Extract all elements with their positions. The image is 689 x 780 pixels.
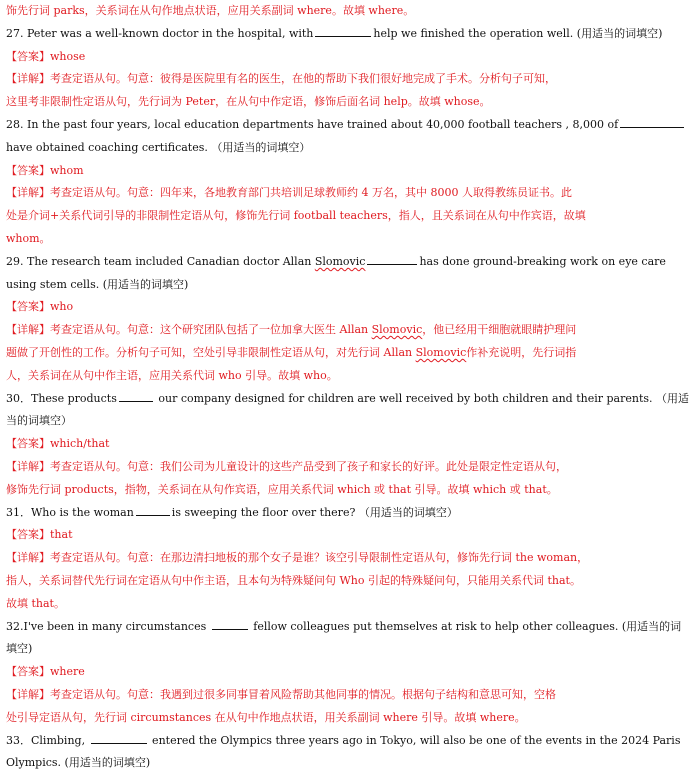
line-text: 28. In the past four years, local education departments have trained about 40,000 football teachers , 8,000 of	[6, 117, 619, 131]
fill-in-blank[interactable]	[136, 505, 170, 516]
line-text: have obtained coaching certificates. （用适当的词填空）	[6, 140, 311, 154]
answer-line	[6, 91, 602, 114]
line-text-continued: ，他已经用干细胞就眼睛护理问	[422, 323, 577, 337]
line-text: 33．Climbing,	[6, 733, 89, 747]
question-line	[6, 638, 602, 661]
line-text: 题做了开创性的工作。分析句子可知，空处引导非限制性定语从句，对先行词 Allan	[6, 345, 416, 359]
question-line	[6, 730, 681, 753]
answer-line	[6, 319, 602, 342]
question-line	[6, 502, 602, 525]
fill-in-blank[interactable]	[367, 254, 417, 265]
line-text: 【答案】whose	[6, 49, 86, 63]
answer-line	[6, 342, 602, 365]
line-text: 当的词填空）	[6, 414, 72, 428]
answer-line	[6, 661, 602, 684]
line-text-continued: is sweeping the floor over there? （用适当的词填空）	[171, 505, 458, 519]
answer-line	[6, 593, 602, 616]
line-text: Olympics. (用适当的词填空)	[6, 756, 151, 770]
answer-line	[6, 547, 602, 570]
question-line	[6, 23, 663, 46]
question-line	[6, 410, 602, 433]
question-line	[6, 251, 666, 274]
line-text: 27. Peter was a well-known doctor in the hospital, with	[6, 26, 314, 40]
question-line	[6, 114, 619, 137]
line-text: 【答案】whom	[6, 163, 84, 177]
answer-line	[6, 456, 602, 479]
line-text: 29. The research team included Canadian doctor Allan	[6, 254, 315, 268]
line-text: 【详解】考查定语从句。句意：我们公司为儿童设计的这些产品受到了孩子和家长的好评。此处是限定性定语从句，	[6, 459, 567, 473]
fill-in-blank[interactable]	[119, 391, 153, 402]
line-text: 修饰先行词 products，指物，关系词在从句作宾语，应用关系代词 which 或 that 引导。故填 which 或 that。	[6, 482, 558, 496]
line-text: 指人，关系词替代先行词在定语从句中作主语，且本句为特殊疑问句 Who 引起的特殊疑问句，只能用关系代词 that。	[6, 573, 581, 587]
line-text-continued: has done ground-breaking work on eye care	[419, 254, 666, 268]
line-text: 这里考非限制性定语从句，先行词为 Peter，在从句中作定语，修饰后面名词 help。故填 whose。	[6, 95, 491, 109]
question-line	[6, 137, 602, 160]
answer-line	[6, 684, 602, 707]
line-text-continued: our company designed for children are well received by both children and their parents. （用适	[154, 391, 689, 405]
answer-line	[6, 570, 602, 593]
line-text: using stem cells. (用适当的词填空)	[6, 277, 189, 291]
answer-line	[6, 479, 602, 502]
fill-in-blank[interactable]	[620, 117, 684, 128]
line-text: 饰先行词 parks，关系词在从句作地点状语，应用关系副词 where。故填 where。	[6, 4, 415, 17]
line-text-continued: 作补充说明，先行词指	[466, 345, 577, 359]
line-text: 32.I've been in many circumstances	[6, 619, 210, 633]
answer-line	[6, 296, 602, 319]
line-text-continued: fellow colleagues put themselves at risk to help other colleagues. (用适当的词	[249, 619, 682, 633]
line-text: 【详解】考查定语从句。句意：彼得是医院里有名的医生，在他的帮助下我们很好地完成了手术。分析句子可知，	[6, 72, 556, 86]
spellcheck-word: Slomovic	[415, 345, 467, 359]
answer-line	[6, 46, 602, 69]
answer-line	[6, 365, 602, 388]
answer-line	[6, 205, 602, 228]
spellcheck-word: Slomovic	[371, 323, 423, 337]
question-line	[6, 616, 682, 639]
answer-line	[6, 433, 602, 456]
question-line	[6, 274, 602, 297]
line-text: 【详解】考查定语从句。句意：在那边清扫地板的那个女子是谁？该空引导限制性定语从句，修饰先行词 the woman，	[6, 551, 589, 565]
line-text: 人，关系词在从句中作主语，应用关系代词 who 引导。故填 who。	[6, 368, 338, 382]
answer-line	[6, 707, 602, 730]
line-text: 处是介词+关系代词引导的非限制性定语从句，修饰先行词 football teachers，指人，且关系词在从句中作宾语，故填	[6, 209, 586, 223]
question-line	[6, 388, 689, 411]
line-text: 处引导定语从句，先行词 circumstances 在从句中作地点状语，用关系副词 where 引导。故填 where。	[6, 710, 526, 724]
line-text: 【答案】that	[6, 528, 73, 542]
fill-in-blank[interactable]	[91, 733, 147, 744]
line-text-continued: help we finished the operation well. (用适当的词填空)	[373, 26, 663, 40]
fill-in-blank[interactable]	[212, 619, 248, 630]
line-text: 故填 that。	[6, 596, 65, 610]
line-text: 【详解】考查定语从句。句意：这个研究团队包括了一位加拿大医生 Allan	[6, 323, 372, 337]
answer-line	[6, 228, 602, 251]
answer-line	[6, 182, 602, 205]
answer-line	[6, 160, 602, 183]
line-text: 填空)	[6, 642, 33, 656]
line-text: 【答案】who	[6, 300, 74, 314]
spellcheck-word: Slomovic	[314, 254, 366, 268]
line-text: 【答案】where	[6, 665, 85, 679]
line-text-continued: entered the Olympics three years ago in Tokyo, will also be one of the events in the 2024 Paris	[148, 733, 681, 747]
fill-in-blank[interactable]	[315, 26, 371, 37]
line-text: whom。	[6, 231, 51, 245]
question-line	[6, 752, 602, 775]
answer-line	[6, 0, 602, 23]
line-text: 【答案】which/that	[6, 437, 110, 451]
line-text: 30．These products	[6, 391, 117, 405]
answer-line	[6, 68, 602, 91]
line-text: 【详解】考查定语从句。句意：四年来，各地教育部门共培训足球教师约 4 万名，其中 8000 人取得教练员证书。此	[6, 186, 572, 200]
line-text: 31．Who is the woman	[6, 505, 134, 519]
answer-line	[6, 524, 602, 547]
line-text: 【详解】考查定语从句。句意：我遇到过很多同事冒着风险帮助其他同事的情况。根据句子结构和意思可知，空格	[6, 687, 556, 701]
